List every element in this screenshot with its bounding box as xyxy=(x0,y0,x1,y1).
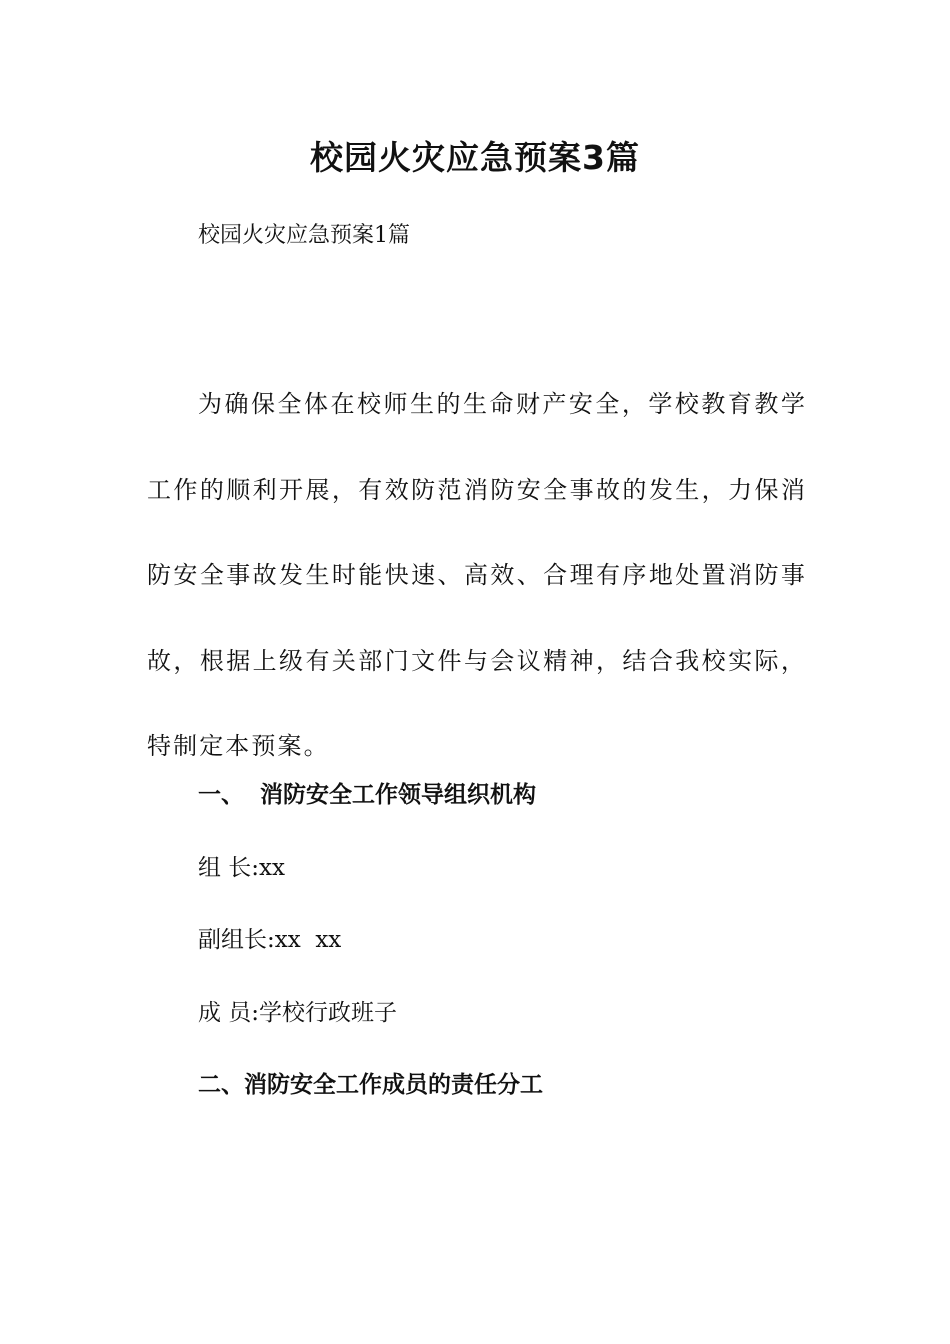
document-subtitle: 校园火灾应急预案1篇 xyxy=(198,223,410,248)
members-line: 成 员:学校行政班子 xyxy=(198,1000,398,1026)
document-title: 校园火灾应急预案3篇 xyxy=(310,138,640,177)
section-heading-2: 二、消防安全工作成员的责任分工 xyxy=(198,1072,543,1098)
intro-paragraph: 为确保全体在校师生的生命财产安全，学校教育教学工作的顺利开展，有效防范消防安全事故的发生，力保消防安全事故发生时能快速、高效、合理有序地处置消防事故，根据上级有关部门文件与会议精神，结合我校实际，特制定本预案。 xyxy=(147,390,807,760)
leader-line: 组 长:xx xyxy=(198,855,286,881)
section-heading-1: 一、 消防安全工作领导组织机构 xyxy=(198,782,537,808)
deputy-leader-line: 副组长:xx xx xyxy=(198,927,342,953)
